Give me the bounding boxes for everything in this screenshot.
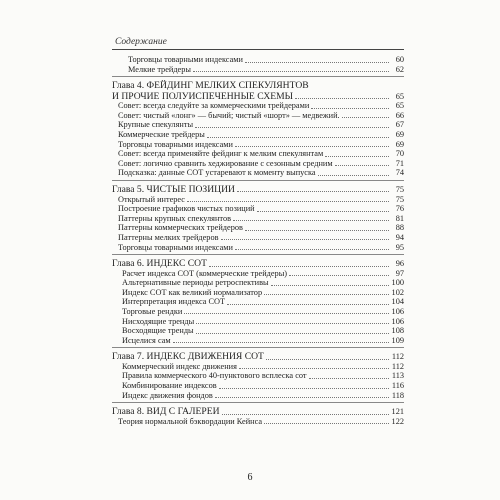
entry-title: Торговцы товарными индексами: [118, 139, 233, 149]
entry-page-number: 74: [395, 168, 404, 178]
dot-leader: [311, 108, 389, 109]
dot-leader: [235, 146, 389, 147]
entry-title: Теория нормальной бэквордации Кейнса: [118, 416, 263, 426]
entry-page-number: 94: [395, 232, 404, 242]
dot-leader: [173, 342, 389, 343]
entry-title: Совет: всегда применяйте фейдинг к мелким спекулянтам: [118, 149, 324, 159]
entry-page-number: 69: [395, 130, 404, 140]
dot-leader: [222, 414, 389, 415]
dot-leader: [237, 191, 389, 192]
header-rule: [112, 49, 404, 50]
entry-title: Построение графиков чистых позиций: [118, 204, 255, 214]
toc-entry[interactable]: [112, 55, 404, 65]
dot-leader: [342, 117, 389, 118]
toc-entry[interactable]: [112, 371, 404, 381]
toc-entry[interactable]: [112, 204, 404, 214]
entry-page-number: 118: [391, 390, 404, 400]
toc-entry[interactable]: [112, 278, 404, 288]
entry-title: Интерпретация индекса СОТ: [122, 297, 226, 307]
toc-entry[interactable]: [112, 269, 404, 279]
entry-title: Паттерны коммерческих трейдеров: [118, 223, 243, 233]
dot-leader: [309, 378, 389, 379]
dot-leader: [245, 230, 389, 231]
toc-entry[interactable]: [112, 242, 404, 252]
dot-leader: [325, 156, 389, 157]
toc-entry[interactable]: [112, 336, 404, 346]
entry-title: Подсказка: данные СОТ устаревают к моменту выпуска: [118, 168, 316, 178]
chapter-title: И ПРОЧИЕ ПОЛУИСПЕЧЕННЫЕ СХЕМЫ: [112, 90, 294, 102]
toc-section: [112, 258, 404, 348]
entry-title: Совет: логично сравнить хеджирование с сезонным средним: [118, 158, 333, 168]
entry-title: Нисходящие тренды: [122, 316, 195, 326]
dot-leader: [221, 239, 389, 240]
chapter-page-number: 65: [395, 91, 404, 101]
dot-leader: [239, 368, 389, 369]
entry-title: Индекс движения фондов: [122, 390, 213, 400]
entry-title: Альтернативные периоды ретроспективы: [122, 278, 269, 288]
entry-page-number: 112: [391, 361, 404, 371]
toc-entry[interactable]: [112, 168, 404, 178]
entry-page-number: 81: [395, 213, 404, 223]
dot-leader: [196, 323, 389, 324]
dot-leader: [196, 333, 389, 334]
dot-leader: [235, 249, 389, 250]
entry-page-number: 109: [391, 335, 404, 345]
toc-entry[interactable]: [112, 288, 404, 298]
toc-entry[interactable]: [112, 223, 404, 233]
toc-entry[interactable]: [112, 233, 404, 243]
dot-leader: [187, 201, 389, 202]
dot-leader: [271, 285, 389, 286]
entry-page-number: 122: [391, 416, 404, 426]
dot-leader: [195, 127, 389, 128]
entry-page-number: 70: [395, 149, 404, 159]
toc-entry[interactable]: [112, 120, 404, 130]
entry-page-number: 100: [391, 278, 404, 288]
entry-page-number: 108: [391, 326, 404, 336]
entry-title: Паттерны мелких трейдеров: [118, 232, 219, 242]
chapter-heading[interactable]: [112, 184, 404, 195]
entry-title: Крупные спекулянты: [118, 120, 194, 130]
page-number: 6: [247, 472, 253, 483]
toc-section: [112, 80, 404, 181]
dot-leader: [227, 304, 389, 305]
chapter-page-number: 96: [395, 259, 404, 268]
chapter-heading[interactable]: [112, 91, 404, 102]
dot-leader: [318, 175, 389, 176]
dot-leader: [289, 275, 389, 276]
entry-title: Торговцы товарными индексами: [128, 55, 243, 65]
dot-leader: [295, 98, 389, 99]
toc-entry[interactable]: [112, 149, 404, 159]
toc-section: [112, 184, 404, 255]
entry-title: Комбинирование индексов: [122, 381, 217, 391]
toc-entry[interactable]: [112, 140, 404, 150]
toc-section: [112, 406, 404, 428]
chapter-title: Глава 8. ВИД С ГАЛЕРЕИ: [112, 406, 220, 418]
toc-entry[interactable]: [112, 417, 404, 427]
toc-entry[interactable]: [112, 307, 404, 317]
chapter-title: Глава 4. ФЕЙДИНГ МЕЛКИХ СПЕКУЛЯНТОВ: [112, 80, 309, 92]
entry-page-number: 60: [395, 55, 404, 65]
chapter-title: Глава 7. ИНДЕКС ДВИЖЕНИЯ СОТ: [112, 351, 264, 363]
dot-leader: [233, 220, 389, 221]
dot-leader: [257, 211, 389, 212]
entry-page-number: 69: [395, 139, 404, 149]
chapter-page-number: 75: [395, 184, 404, 194]
toc-entry[interactable]: [112, 65, 404, 75]
chapter-title: Глава 5. ЧИСТЫЕ ПОЗИЦИИ: [112, 183, 235, 195]
running-head: Содержание: [115, 37, 167, 47]
entry-title: Совет: всегда следуйте за коммерческими трейдерами: [118, 101, 310, 111]
entry-title: Восходящие тренды: [122, 326, 194, 336]
entry-page-number: 66: [395, 110, 404, 120]
chapter-page-number: 121: [391, 407, 404, 417]
table-of-contents: [112, 55, 404, 431]
entry-page-number: 106: [391, 316, 404, 326]
entry-page-number: 116: [391, 381, 404, 391]
chapter-title: Глава 6. ИНДЕКС СОТ: [112, 258, 207, 269]
toc-section: [112, 55, 404, 77]
dot-leader: [264, 294, 389, 295]
entry-page-number: 97: [395, 268, 404, 278]
toc-entry[interactable]: [112, 316, 404, 326]
entry-page-number: 71: [395, 158, 404, 168]
entry-page-number: 75: [395, 194, 404, 204]
entry-page-number: 95: [395, 242, 404, 252]
chapter-heading[interactable]: [112, 351, 404, 362]
entry-title: Открытый интерес: [118, 194, 185, 204]
chapter-heading[interactable]: [112, 258, 404, 269]
toc-entry[interactable]: [112, 381, 404, 391]
chapter-page-number: 112: [391, 352, 404, 362]
dot-leader: [219, 388, 389, 389]
dot-leader: [264, 423, 389, 424]
entry-title: Индекс СОТ как великий нормализатор: [122, 287, 263, 297]
entry-title: Мелкие трейдеры: [128, 64, 191, 74]
dot-leader: [335, 165, 389, 166]
chapter-heading[interactable]: [112, 406, 404, 417]
dot-leader: [215, 397, 389, 398]
toc-entry[interactable]: [112, 326, 404, 336]
dot-leader: [207, 137, 389, 138]
dot-leader: [245, 62, 389, 63]
entry-title: Торговцы товарными индексами: [118, 242, 233, 252]
toc-entry[interactable]: [112, 391, 404, 401]
entry-title: Исцелися сам: [122, 335, 171, 345]
toc-entry[interactable]: [112, 194, 404, 204]
entry-page-number: 113: [391, 371, 404, 381]
entry-page-number: 62: [395, 64, 404, 74]
entry-title: Торговые рендки: [122, 306, 183, 316]
entry-page-number: 102: [391, 287, 404, 297]
toc-entry[interactable]: [112, 297, 404, 307]
toc-entry[interactable]: [112, 130, 404, 140]
entry-page-number: 106: [391, 306, 404, 316]
toc-entry[interactable]: [112, 111, 404, 121]
dot-leader: [266, 359, 389, 360]
entry-page-number: 65: [395, 101, 404, 111]
entry-page-number: 104: [391, 297, 404, 307]
dot-leader: [209, 266, 389, 267]
entry-title: Коммерческие трейдеры: [118, 130, 205, 140]
toc-entry[interactable]: [112, 214, 404, 224]
toc-entry[interactable]: [112, 362, 404, 372]
entry-title: Расчет индекса СОТ (коммерческие трейдеры): [122, 268, 288, 278]
chapter-heading[interactable]: [112, 80, 404, 91]
toc-section: [112, 351, 404, 403]
entry-title: Совет: чистый «лонг» — бычий; чистый «шорт» — медвежий.: [118, 110, 340, 120]
entry-page-number: 88: [395, 223, 404, 233]
toc-entry[interactable]: [112, 101, 404, 111]
dot-leader: [193, 71, 389, 72]
entry-title: Коммерческий индекс движения: [122, 361, 237, 371]
toc-entry[interactable]: [112, 159, 404, 169]
entry-title: Паттерны крупных спекулянтов: [118, 213, 232, 223]
entry-title: Правила коммерческого 40-пунктового всплеска сот: [122, 371, 307, 381]
dot-leader: [184, 313, 389, 314]
entry-page-number: 76: [395, 204, 404, 214]
entry-page-number: 67: [395, 120, 404, 130]
